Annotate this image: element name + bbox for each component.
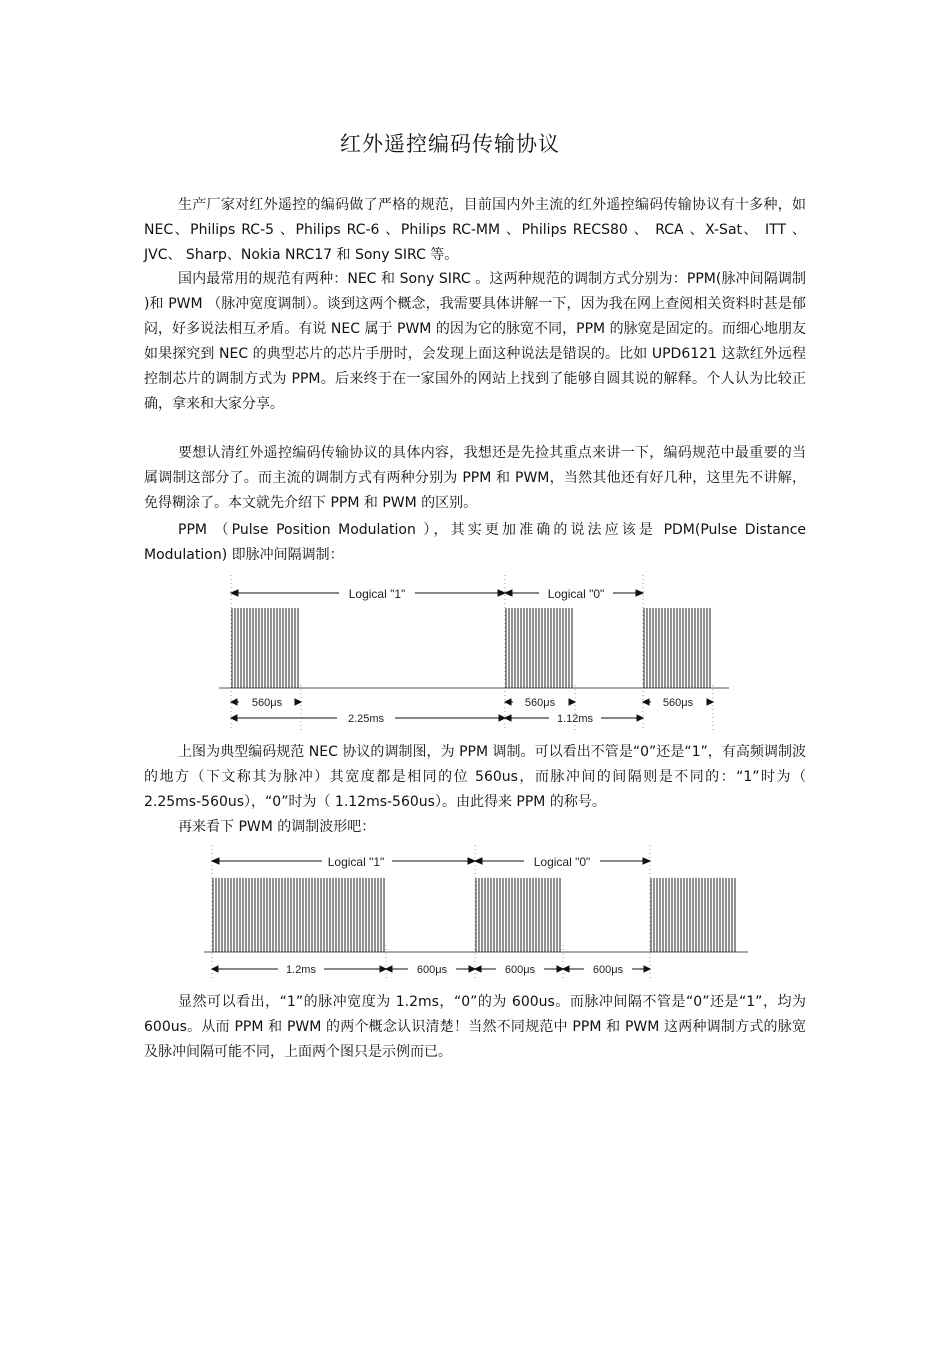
pwm-label-1.2ms: 1.2ms [286,964,316,976]
ppm-label-logical-0: Logical "0" [547,587,605,601]
ppm-waveform-figure [219,575,729,730]
paragraph-ppm-pwm-intro: 国内最常用的规范有两种：NEC 和 Sony SIRC 。这两种规范的调制方式分别为：PPM(脉冲间隔调制 )和 PWM （脉冲宽度调制）。谈到这两个概念，我需要具体讲解一下，因为我在网上查阅相关资料时甚是郁闷，好多说法相互矛盾。有说 NEC 属于 PWM 的因为它的脉宽不同，PPM 的脉宽是固定的。而细心地朋友如果探究到 NEC 的典型芯片的芯片手册时，会发现上面这种说法是错误的。比如 UPD6121 这款红外远程控制芯片的调制方式为 PPM。后来终于在一家国外的网站上找到了能够自圆其说的解释。个人认为比较正确，拿来和大家分享。 [144,271,806,412]
paragraph-pwm-intro: 再来看下 PWM 的调制波形吧： [178,819,376,835]
pwm-waveform-diagram [204,845,748,980]
pwm-label-600us-3: 600μs [592,964,624,976]
paragraph-protocols: 生产厂家对红外遥控的编码做了严格的规范，目前国内外主流的红外遥控编码传输协议有十多种，如 NEC、Philips RC-5 、Philips RC-6 、Philips RC-MM 、Philips RECS80 、 RCA 、X-Sat、 ITT 、JVC、 Sharp、Nokia NRC17 和 Sony SIRC 等。 [144,197,806,263]
pwm-label-600us-2: 600μs [504,964,536,976]
paragraph-ppm-explanation: 上图为典型编码规范 NEC 协议的调制图，为 PPM 调制。可以看出不管是“0”还是“1”，有高频调制波的地方（下文称其为脉冲）其宽度都是相同的位 560us，而脉冲间的间隔则是不同的：“1”时为（ 2.25ms-560us），“0”时为（ 1.12ms-560us）。由此得来 PPM 的称号。 [144,744,806,810]
paragraph-modulation: 要想认清红外遥控编码传输协议的具体内容，我想还是先捡其重点来讲一下，编码规范中最重要的当属调制这部分了。而主流的调制方式有两种分别为 PPM 和 PWM，当然其他还有好几种，这里先不讲解，免得糊涂了。本文就先介绍下 PPM 和 PWM 的区别。 [144,445,806,511]
ppm-label-1.12ms: 1.12ms [556,713,594,725]
ppm-label-logical-1: Logical "1" [348,587,406,601]
paragraph-pwm-explanation: 显然可以看出，“1”的脉冲宽度为 1.2ms，“0”的为 600us。而脉冲间隔不管是“0”还是“1”，均为 600us。从而 PPM 和 PWM 的两个概念认识清楚！当然不同规范中 PPM 和 PWM 这两种调制方式的脉宽及脉冲间隔可能不同，上面两个图只是示例而已。 [144,994,806,1060]
ppm-label-560us-1: 560μs [251,697,283,709]
ppm-label-560us-3: 560μs [662,697,694,709]
pwm-waveform-figure [204,845,748,980]
paragraph-ppm-definition: PPM （Pulse Position Modulation ），其实更加准确的说法应该是 PDM(Pulse Distance Modulation) 即脉冲间隔调制： [144,522,806,563]
pwm-label-logical-1: Logical "1" [327,855,385,869]
pwm-label-600us-1: 600μs [416,964,448,976]
ppm-waveform-diagram [219,575,729,730]
ppm-label-2.25ms: 2.25ms [347,713,385,725]
ppm-label-560us-2: 560μs [524,697,556,709]
pwm-label-logical-0: Logical "0" [533,855,591,869]
document-title: 红外遥控编码传输协议 [340,132,560,156]
